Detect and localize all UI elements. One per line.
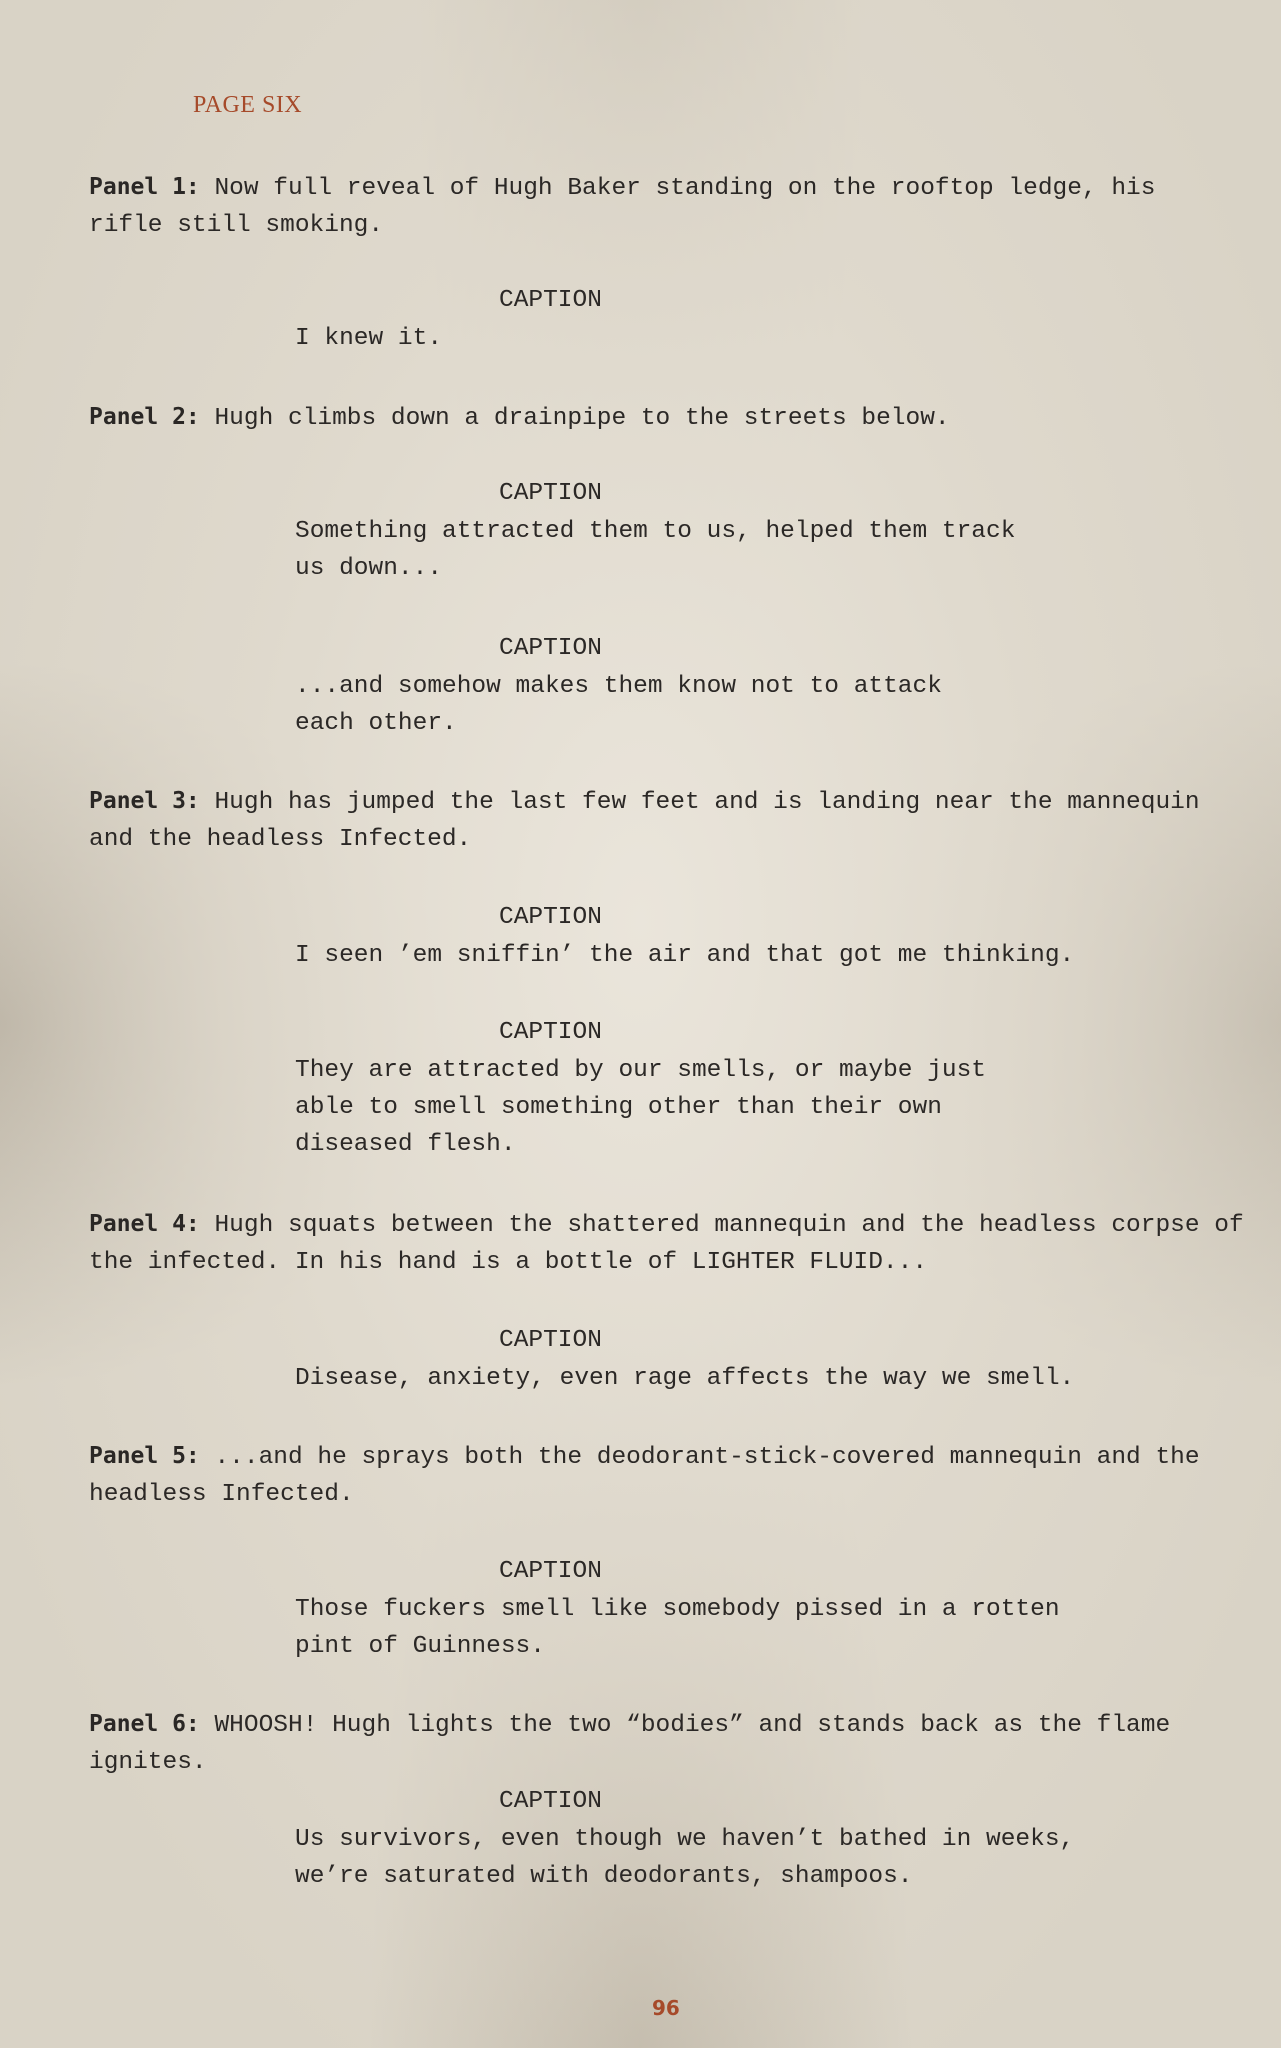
caption-text: I knew it. (295, 325, 443, 352)
panel-text: Hugh squats between the shattered mannequin and the headless corpse of the infected. In his hand is a bottle of LIGHTER FLUID... (89, 1212, 1244, 1276)
caption-text: Us survivors, even though we haven’t bathed in weeks, we’re saturated with deodorants, shampoos. (295, 1826, 1075, 1890)
panel-label: Panel 3: (89, 788, 200, 814)
panel-text: Hugh climbs down a drainpipe to the streets below. (214, 405, 950, 432)
panel-text: ...and he sprays both the deodorant-stick-covered mannequin and the headless Infected. (89, 1444, 1200, 1508)
page-number: 96 (652, 1996, 680, 2020)
panel-label: Panel 6: (89, 1711, 200, 1737)
caption-heading: CAPTION (499, 1788, 602, 1815)
panel-3-description (89, 783, 1249, 858)
caption-heading: CAPTION (499, 1327, 602, 1354)
caption-heading: CAPTION (499, 480, 602, 507)
panel-2-description (89, 399, 1249, 437)
caption-text: ...and somehow makes them know not to attack each other. (295, 673, 942, 737)
page-title: PAGE SIX (193, 92, 303, 118)
caption-heading: CAPTION (499, 904, 602, 931)
panel-label: Panel 2: (89, 404, 200, 430)
panel-label: Panel 5: (89, 1443, 200, 1469)
caption-text: Something attracted them to us, helped them track us down... (295, 518, 1016, 582)
caption-heading: CAPTION (499, 1019, 602, 1046)
caption-heading: CAPTION (499, 1558, 602, 1585)
panel-6-description (89, 1706, 1249, 1781)
panel-4-description (89, 1206, 1249, 1281)
caption-heading: CAPTION (499, 287, 602, 314)
panel-label: Panel 1: (89, 174, 200, 200)
panel-text: Hugh has jumped the last few feet and is landing near the mannequin and the headless Infected. (89, 789, 1200, 853)
panel-1-description (89, 169, 1189, 244)
panel-text: WHOOSH! Hugh lights the two “bodies” and stands back as the flame ignites. (89, 1712, 1171, 1776)
caption-text: They are attracted by our smells, or maybe just able to smell something other than their own diseased flesh. (295, 1057, 987, 1158)
panel-text: Now full reveal of Hugh Baker standing on the rooftop ledge, his rifle still smoking. (89, 175, 1156, 239)
caption-text: Disease, anxiety, even rage affects the way we smell. (295, 1365, 1075, 1392)
caption-text: I seen ’em sniffin’ the air and that got me thinking. (295, 942, 1075, 969)
caption-heading: CAPTION (499, 635, 602, 662)
panel-label: Panel 4: (89, 1211, 200, 1237)
caption-text: Those fuckers smell like somebody pissed in a rotten pint of Guinness. (295, 1596, 1060, 1660)
panel-5-description (89, 1438, 1249, 1513)
